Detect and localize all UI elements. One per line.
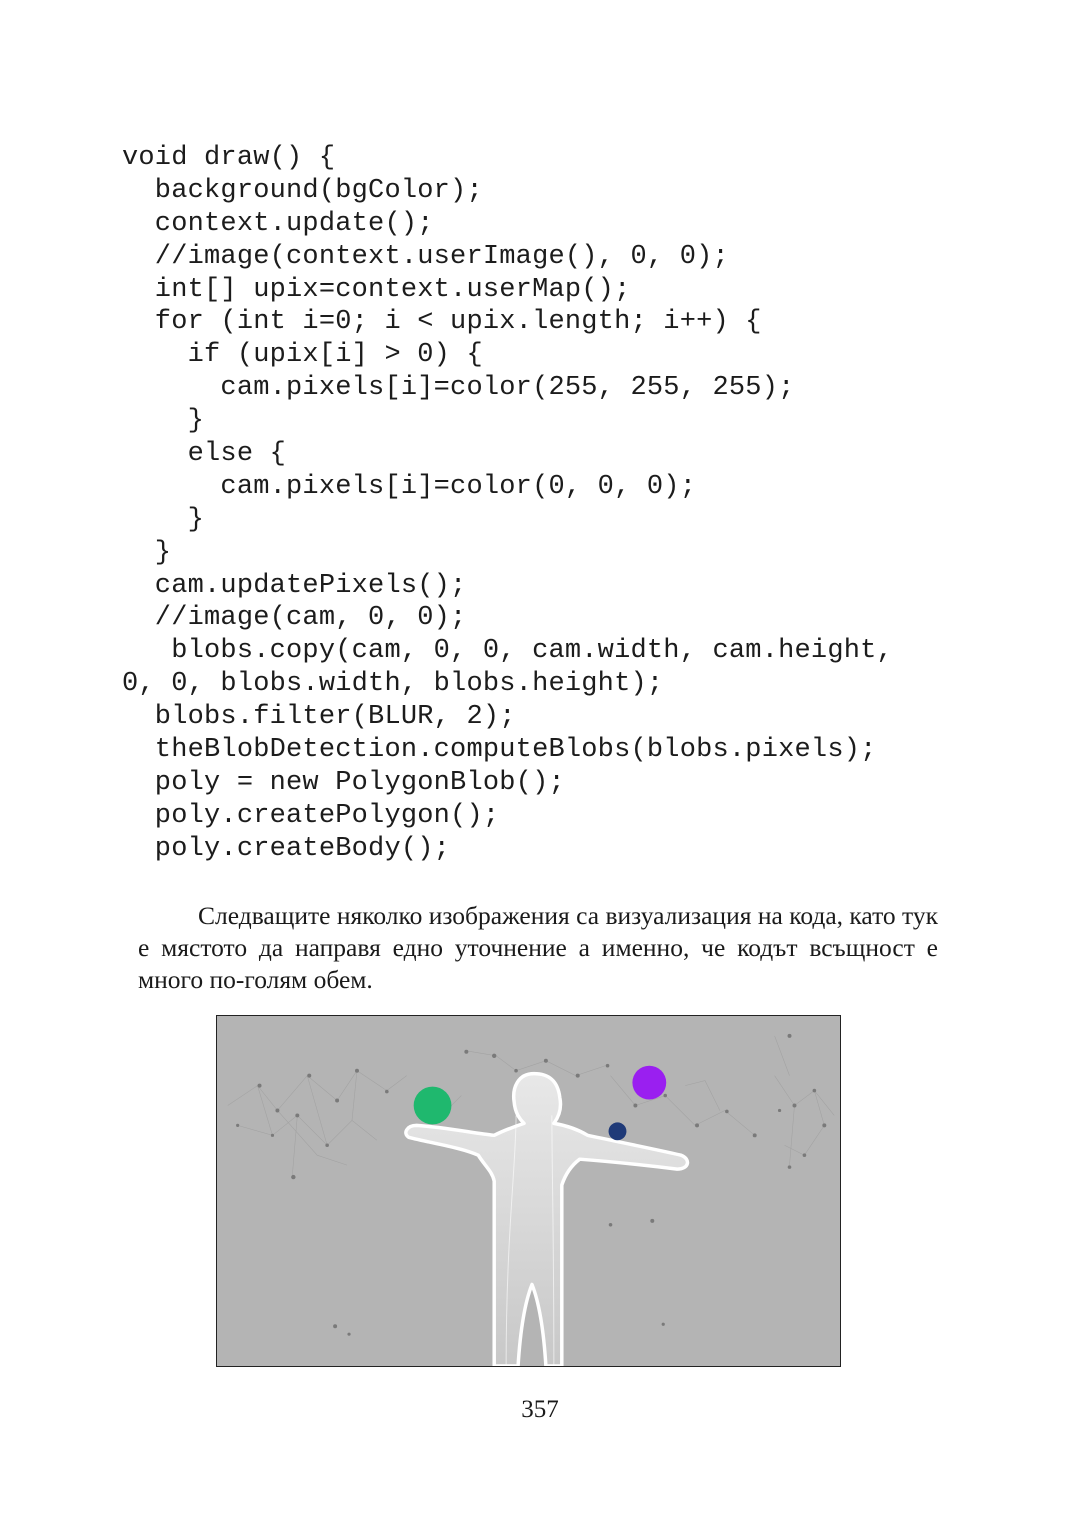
code-line: int[] upix=context.userMap(); (122, 274, 631, 305)
code-line: //image(context.userImage(), 0, 0); (122, 241, 729, 272)
code-line: void draw() { (122, 143, 336, 173)
code-line: poly.createBody(); (122, 833, 451, 864)
code-listing (122, 142, 1002, 866)
code-line: poly.createPolygon(); (122, 800, 500, 831)
code-line: cam.pixels[i]=color(255, 255, 255); (122, 373, 795, 404)
code-line: cam.pixels[i]=color(0, 0, 0); (122, 471, 697, 502)
purple-ball (632, 1066, 666, 1100)
code-line: blobs.copy(cam, 0, 0, cam.width, cam.height, (122, 636, 893, 667)
code-line: if (upix[i] > 0) { (122, 340, 483, 371)
code-line: context.update(); (122, 208, 434, 239)
code-line: blobs.filter(BLUR, 2); (122, 702, 516, 733)
figure-graphic (217, 1016, 840, 1366)
code-line: cam.updatePixels(); (122, 570, 467, 601)
body-paragraph: Следващите няколко изображения са визуализация на кода, като тук е мястото да направя едно уточнение а именно, че кодът всъщност е много по-голям обем. (138, 901, 938, 994)
code-line: } (122, 537, 172, 568)
green-ball (414, 1087, 452, 1125)
code-line: //image(cam, 0, 0); (122, 603, 467, 634)
code-line: } (122, 406, 205, 437)
code-line: background(bgColor); (122, 175, 483, 206)
page-number: 357 (521, 1396, 559, 1423)
code-line: theBlobDetection.computeBlobs(blobs.pixels); (122, 735, 877, 766)
visualization-figure (216, 1015, 841, 1367)
code-line: } (122, 504, 205, 535)
code-line: poly = new PolygonBlob(); (122, 767, 565, 798)
blue-ball (609, 1122, 627, 1140)
code-line: 0, 0, blobs.width, blobs.height); (122, 669, 664, 700)
code-line: for (int i=0; i < upix.length; i++) { (122, 307, 762, 338)
code-line: else { (122, 439, 287, 470)
